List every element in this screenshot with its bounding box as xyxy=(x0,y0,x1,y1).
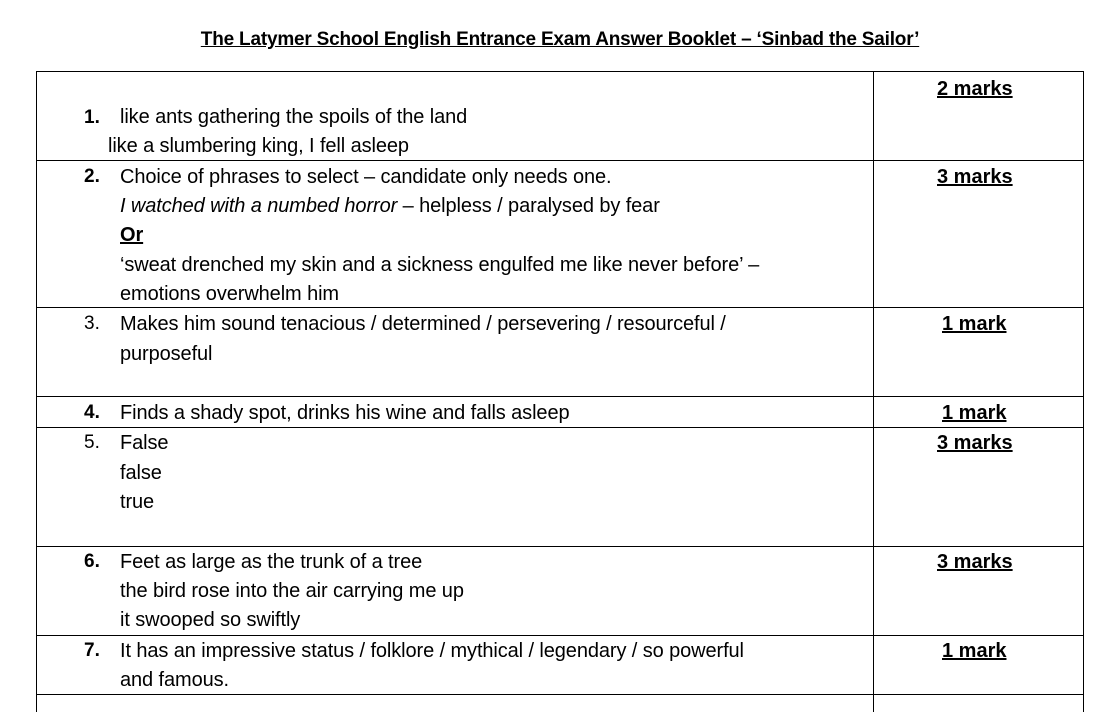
answer-1-number: 1. xyxy=(84,107,100,128)
answer-7-line-1: It has an impressive status / folklore / mythical / legendary / so powerful xyxy=(120,640,744,662)
answer-3-marks: 1 mark xyxy=(942,313,1007,335)
answer-2-line-4: ‘sweat drenched my skin and a sickness engulfed me like never before’ – xyxy=(120,254,760,276)
answer-5-marks: 3 marks xyxy=(937,432,1013,454)
answer-5-line-1: False xyxy=(120,432,169,454)
answer-5-line-2: false xyxy=(120,462,162,484)
answer-7-number: 7. xyxy=(84,640,100,661)
answer-1-line-1: like ants gathering the spoils of the land xyxy=(120,106,468,128)
row-divider xyxy=(37,635,1083,636)
answer-table xyxy=(36,71,1084,712)
row-divider xyxy=(37,694,1083,695)
answer-2-quote: I watched with a numbed horror xyxy=(120,195,398,217)
answer-6-number: 6. xyxy=(84,551,100,572)
answer-6-line-2: the bird rose into the air carrying me up xyxy=(120,580,464,602)
answer-2-or-label: Or xyxy=(120,224,144,246)
answer-2-quote-meaning: – helpless / paralysed by fear xyxy=(397,195,660,217)
answer-7-line-2: and famous. xyxy=(120,669,229,691)
row-divider xyxy=(37,396,1083,397)
answer-1-marks: 2 marks xyxy=(937,78,1013,100)
answer-4-line-1: Finds a shady spot, drinks his wine and falls asleep xyxy=(120,402,570,424)
answer-3-line-1: Makes him sound tenacious / determined / persevering / resourceful / xyxy=(120,313,726,335)
row-divider xyxy=(37,546,1083,547)
answer-4-number: 4. xyxy=(84,402,100,423)
answer-1-line-2: like a slumbering king, I fell asleep xyxy=(108,135,409,157)
answer-2-line-1: Choice of phrases to select – candidate only needs one. xyxy=(120,166,612,188)
answer-7-marks: 1 mark xyxy=(942,640,1007,662)
answer-2-line-2 xyxy=(120,195,660,217)
answer-3-line-2: purposeful xyxy=(120,343,213,365)
answer-2-number: 2. xyxy=(84,166,100,187)
answer-3-number: 3. xyxy=(84,313,100,334)
document-title: The Latymer School English Entrance Exam Answer Booklet – ‘Sinbad the Sailor’ xyxy=(200,29,920,50)
answer-6-line-3: it swooped so swiftly xyxy=(120,609,301,631)
answer-5-number: 5. xyxy=(84,432,100,453)
row-divider xyxy=(37,427,1083,428)
answer-4-marks: 1 mark xyxy=(942,402,1007,424)
row-divider xyxy=(37,307,1083,308)
column-divider xyxy=(873,72,874,712)
answer-6-line-1: Feet as large as the trunk of a tree xyxy=(120,551,423,573)
answer-6-marks: 3 marks xyxy=(937,551,1013,573)
row-divider xyxy=(37,160,1083,161)
answer-5-line-3: true xyxy=(120,491,155,513)
answer-2-line-5: emotions overwhelm him xyxy=(120,283,339,305)
answer-2-marks: 3 marks xyxy=(937,166,1013,188)
